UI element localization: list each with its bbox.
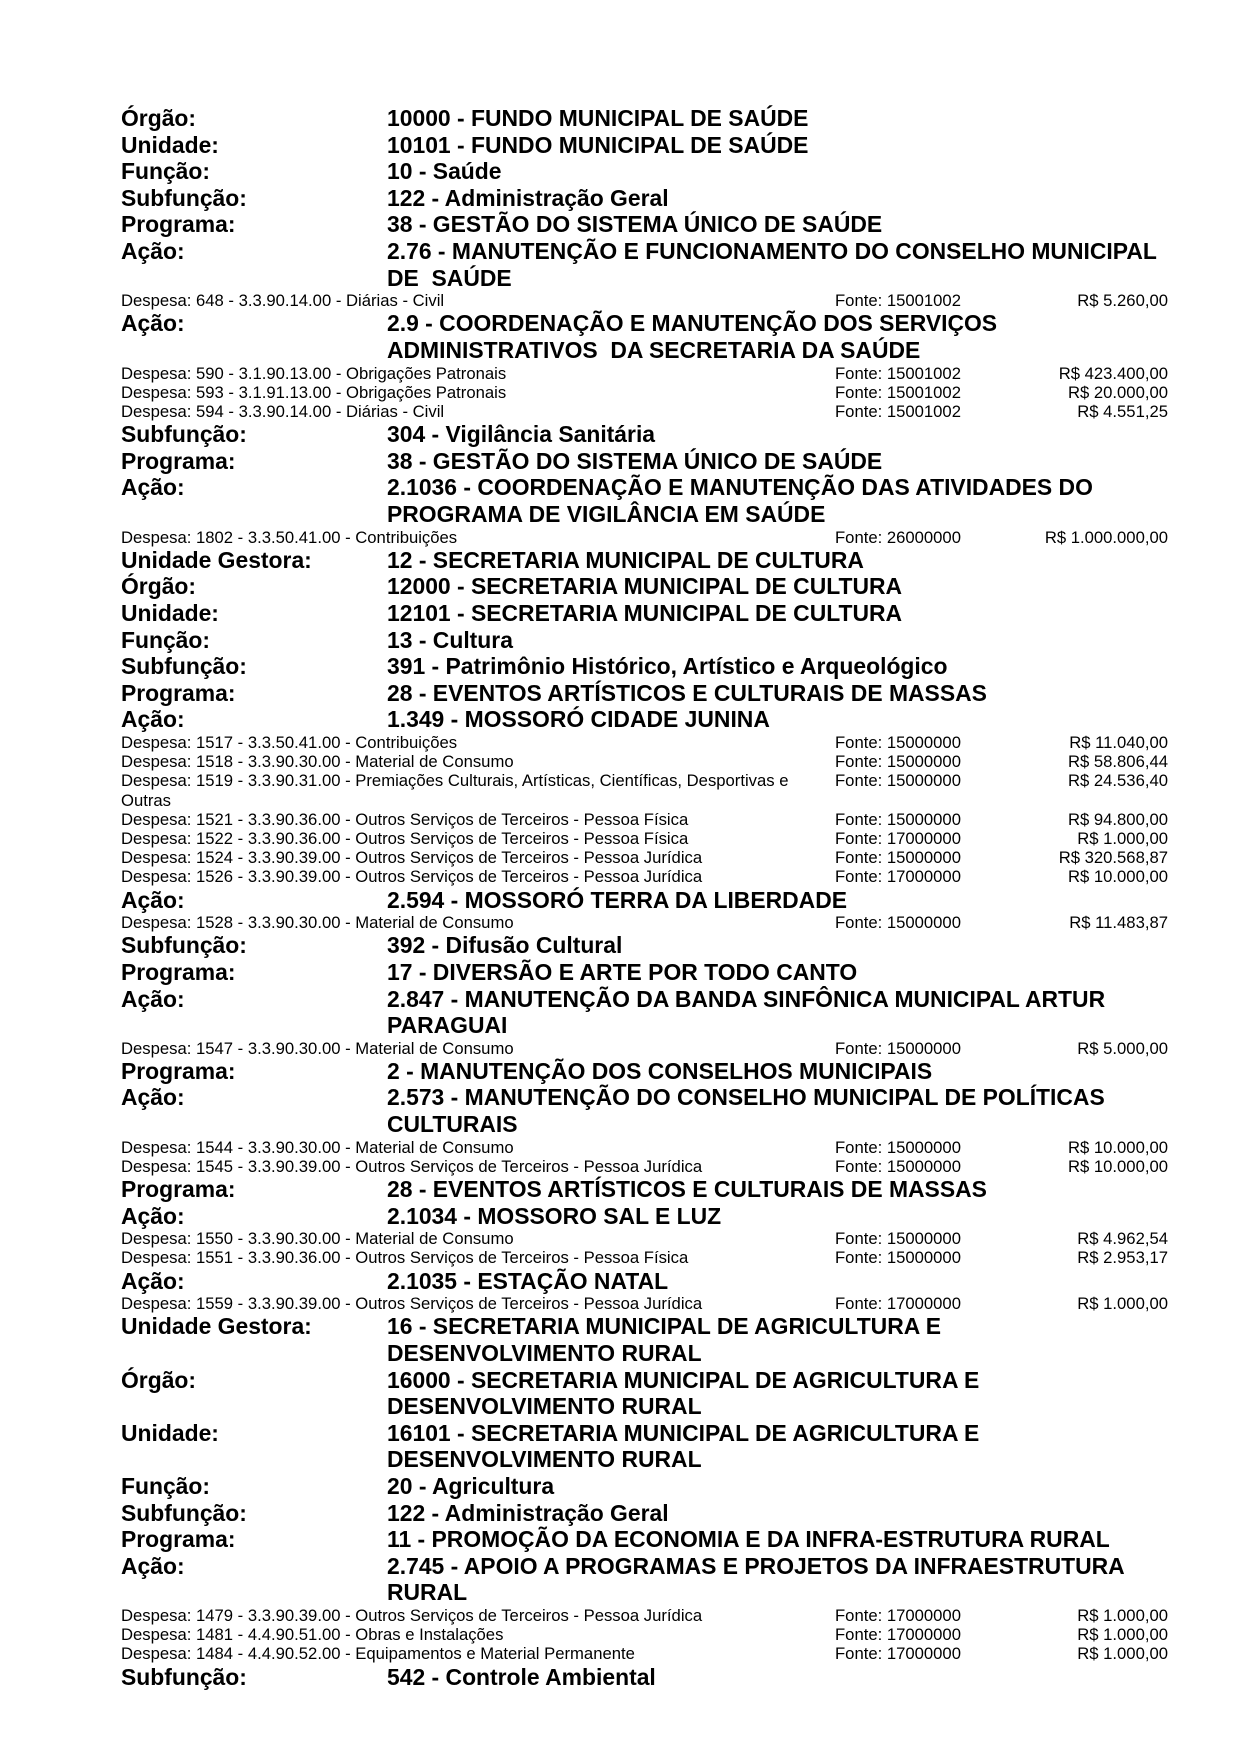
despesa-description: Despesa: 1484 - 4.4.90.52.00 - Equipamentos e Material Permanente <box>121 1644 635 1664</box>
despesa-fonte: Fonte: 17000000 <box>835 867 961 887</box>
despesa-description: Despesa: 1550 - 3.3.90.30.00 - Material de Consumo <box>121 1229 514 1249</box>
subfuncao-label: Subfunção: <box>121 1499 247 1526</box>
despesa-description: Despesa: 1522 - 3.3.90.36.00 - Outros Serviços de Terceiros - Pessoa Física <box>121 828 689 848</box>
unidade-gestora-row <box>121 1313 1175 1366</box>
acao-label: Ação: <box>121 1202 185 1229</box>
despesa-row <box>121 1157 1175 1176</box>
subfuncao-label: Subfunção: <box>121 1663 247 1690</box>
despesa-row <box>121 402 1175 421</box>
funcao-label: Função: <box>121 626 211 653</box>
despesa-fonte: Fonte: 15001002 <box>835 363 961 383</box>
despesa-amount: R$ 4.962,54 <box>1077 1229 1168 1249</box>
orgao-row <box>121 105 1175 132</box>
despesa-amount: R$ 1.000,00 <box>1077 1606 1168 1625</box>
programa-label: Programa: <box>121 211 236 238</box>
despesa-row <box>121 1229 1175 1248</box>
unidade-value: 10101 - FUNDO MUNICIPAL DE SAÚDE <box>387 131 809 158</box>
funcao-row <box>121 1473 1175 1500</box>
subfuncao-value: 392 - Difusão Cultural <box>387 932 623 959</box>
despesa-fonte: Fonte: 17000000 <box>835 1644 961 1664</box>
unidade-value: 12101 - SECRETARIA MUNICIPAL DE CULTURA <box>387 599 903 626</box>
despesa-amount: R$ 10.000,00 <box>1067 867 1168 887</box>
funcao-row <box>121 627 1175 654</box>
programa-row <box>121 211 1175 238</box>
funcao-row <box>121 158 1175 185</box>
subfuncao-row <box>121 421 1175 448</box>
despesa-description: Despesa: 1521 - 3.3.90.36.00 - Outros Serviços de Terceiros - Pessoa Física <box>121 809 689 829</box>
acao-row <box>121 887 1175 914</box>
despesa-description: Despesa: 1559 - 3.3.90.39.00 - Outros Serviços de Terceiros - Pessoa Jurídica <box>121 1294 703 1314</box>
despesa-amount: R$ 20.000,00 <box>1067 382 1168 402</box>
acao-value: 2.1034 - MOSSORO SAL E LUZ <box>387 1202 722 1229</box>
programa-value: 11 - PROMOÇÃO DA ECONOMIA E DA INFRA-ESTRUTURA RURAL <box>387 1526 1110 1553</box>
despesa-row <box>121 1644 1175 1663</box>
despesa-row <box>121 1625 1175 1644</box>
despesa-description: Despesa: 1551 - 3.3.90.36.00 - Outros Serviços de Terceiros - Pessoa Física <box>121 1248 689 1268</box>
programa-label: Programa: <box>121 1526 236 1553</box>
unidade-value: 16101 - SECRETARIA MUNICIPAL DE AGRICULTURA E DESENVOLVIMENTO RURAL <box>387 1419 986 1473</box>
programa-label: Programa: <box>121 958 236 985</box>
orgao-row <box>121 573 1175 600</box>
despesa-row <box>121 733 1175 752</box>
despesa-description: Despesa: 1517 - 3.3.50.41.00 - Contribuições <box>121 732 458 752</box>
unidade-label: Unidade: <box>121 131 219 158</box>
despesa-row <box>121 1248 1175 1267</box>
acao-label: Ação: <box>121 886 185 913</box>
orgao-label: Órgão: <box>121 1366 197 1393</box>
despesa-fonte: Fonte: 17000000 <box>835 1294 961 1314</box>
despesa-fonte: Fonte: 15000000 <box>835 732 961 752</box>
programa-row <box>121 448 1175 475</box>
funcao-label: Função: <box>121 158 211 185</box>
unidade-gestora-value: 12 - SECRETARIA MUNICIPAL DE CULTURA <box>387 546 864 573</box>
acao-value: 2.573 - MANUTENÇÃO DO CONSELHO MUNICIPAL DE POLÍTICAS CULTURAIS <box>387 1084 1112 1138</box>
despesa-fonte: Fonte: 26000000 <box>835 527 961 547</box>
despesa-row <box>121 829 1175 848</box>
despesa-amount: R$ 1.000,00 <box>1077 828 1168 848</box>
despesa-amount: R$ 1.000,00 <box>1077 1625 1168 1645</box>
orgao-value: 10000 - FUNDO MUNICIPAL DE SAÚDE <box>387 105 809 131</box>
unidade-row <box>121 600 1175 627</box>
despesa-row <box>121 364 1175 383</box>
subfuncao-label: Subfunção: <box>121 184 247 211</box>
despesa-fonte: Fonte: 15000000 <box>835 1229 961 1249</box>
programa-label: Programa: <box>121 679 236 706</box>
programa-label: Programa: <box>121 447 236 474</box>
despesa-amount: R$ 1.000.000,00 <box>1044 527 1168 547</box>
despesa-description: Despesa: 593 - 3.1.91.13.00 - Obrigações Patronais <box>121 382 507 402</box>
programa-row <box>121 1526 1175 1553</box>
unidade-row <box>121 1420 1175 1473</box>
despesa-amount: R$ 5.260,00 <box>1077 291 1168 311</box>
orgao-label: Órgão: <box>121 573 197 600</box>
despesa-amount: R$ 10.000,00 <box>1067 1156 1168 1176</box>
funcao-value: 13 - Cultura <box>387 626 513 653</box>
despesa-amount: R$ 320.568,87 <box>1058 848 1168 868</box>
despesa-amount: R$ 5.000,00 <box>1077 1038 1168 1058</box>
despesa-row <box>121 1606 1175 1625</box>
acao-label: Ação: <box>121 1267 185 1294</box>
acao-label: Ação: <box>121 310 185 337</box>
acao-value: 1.349 - MOSSORÓ CIDADE JUNINA <box>387 706 770 733</box>
despesa-amount: R$ 10.000,00 <box>1067 1137 1168 1157</box>
subfuncao-value: 391 - Patrimônio Histórico, Artístico e Arqueológico <box>387 653 948 680</box>
despesa-fonte: Fonte: 15000000 <box>835 809 961 829</box>
subfuncao-row <box>121 1500 1175 1527</box>
programa-row <box>121 959 1175 986</box>
despesa-fonte: Fonte: 15001002 <box>835 401 961 421</box>
despesa-description: Despesa: 1524 - 3.3.90.39.00 - Outros Serviços de Terceiros - Pessoa Jurídica <box>121 848 703 868</box>
acao-row <box>121 1203 1175 1230</box>
acao-value: 2.745 - APOIO A PROGRAMAS E PROJETOS DA INFRAESTRUTURA RURAL <box>387 1552 1131 1606</box>
despesa-row <box>121 771 1175 809</box>
despesa-description: Despesa: 1545 - 3.3.90.39.00 - Outros Serviços de Terceiros - Pessoa Jurídica <box>121 1156 703 1176</box>
despesa-fonte: Fonte: 17000000 <box>835 828 961 848</box>
despesa-description: Despesa: 1519 - 3.3.90.31.00 - Premiações Culturais, Artísticas, Científicas, Desportivas e Outras <box>121 771 789 810</box>
despesa-fonte: Fonte: 15001002 <box>835 382 961 402</box>
acao-label: Ação: <box>121 1552 185 1579</box>
despesa-amount: R$ 2.953,17 <box>1077 1248 1168 1268</box>
programa-value: 28 - EVENTOS ARTÍSTICOS E CULTURAIS DE MASSAS <box>387 1176 987 1203</box>
despesa-row <box>121 1138 1175 1157</box>
programa-row <box>121 680 1175 707</box>
despesa-fonte: Fonte: 15000000 <box>835 848 961 868</box>
acao-value: 2.594 - MOSSORÓ TERRA DA LIBERDADE <box>387 886 847 913</box>
programa-row <box>121 1176 1175 1203</box>
acao-value: 2.1035 - ESTAÇÃO NATAL <box>387 1267 669 1294</box>
orgao-value: 16000 - SECRETARIA MUNICIPAL DE AGRICULTURA E DESENVOLVIMENTO RURAL <box>387 1366 986 1420</box>
acao-row <box>121 706 1175 733</box>
despesa-fonte: Fonte: 17000000 <box>835 1606 961 1625</box>
orgao-row <box>121 1367 1175 1420</box>
despesa-amount: R$ 11.483,87 <box>1069 913 1168 933</box>
despesa-amount: R$ 94.800,00 <box>1067 809 1168 829</box>
programa-value: 38 - GESTÃO DO SISTEMA ÚNICO DE SAÚDE <box>387 447 883 474</box>
acao-row <box>121 474 1175 527</box>
despesa-row <box>121 848 1175 867</box>
despesa-row <box>121 752 1175 771</box>
acao-row <box>121 1268 1175 1295</box>
despesa-fonte: Fonte: 15001002 <box>835 291 961 311</box>
despesa-description: Despesa: 1526 - 3.3.90.39.00 - Outros Serviços de Terceiros - Pessoa Jurídica <box>121 867 703 887</box>
despesa-row <box>121 810 1175 829</box>
despesa-description: Despesa: 1544 - 3.3.90.30.00 - Material de Consumo <box>121 1137 514 1157</box>
budget-listing <box>121 105 1175 1690</box>
funcao-value: 10 - Saúde <box>387 158 502 185</box>
orgao-label: Órgão: <box>121 105 197 131</box>
acao-value: 2.9 - COORDENAÇÃO E MANUTENÇÃO DOS SERVIÇOS ADMINISTRATIVOS DA SECRETARIA DA SAÚDE <box>387 310 1003 363</box>
unidade-gestora-label: Unidade Gestora: <box>121 1313 312 1340</box>
unidade-gestora-label: Unidade Gestora: <box>121 546 312 573</box>
despesa-fonte: Fonte: 15000000 <box>835 1038 961 1058</box>
despesa-description: Despesa: 1547 - 3.3.90.30.00 - Material de Consumo <box>121 1038 514 1058</box>
acao-label: Ação: <box>121 237 185 264</box>
subfuncao-label: Subfunção: <box>121 421 247 448</box>
programa-value: 38 - GESTÃO DO SISTEMA ÚNICO DE SAÚDE <box>387 211 883 238</box>
despesa-fonte: Fonte: 15000000 <box>835 1156 961 1176</box>
acao-row <box>121 986 1175 1039</box>
despesa-description: Despesa: 1479 - 3.3.90.39.00 - Outros Serviços de Terceiros - Pessoa Jurídica <box>121 1606 703 1625</box>
despesa-description: Despesa: 1481 - 4.4.90.51.00 - Obras e Instalações <box>121 1625 504 1645</box>
unidade-label: Unidade: <box>121 599 219 626</box>
despesa-amount: R$ 1.000,00 <box>1077 1294 1168 1314</box>
despesa-row <box>121 528 1175 547</box>
unidade-row <box>121 132 1175 159</box>
acao-value: 2.847 - MANUTENÇÃO DA BANDA SINFÔNICA MUNICIPAL ARTUR PARAGUAI <box>387 985 1112 1039</box>
despesa-fonte: Fonte: 15000000 <box>835 771 961 791</box>
acao-row <box>121 1084 1175 1137</box>
acao-value: 2.76 - MANUTENÇÃO E FUNCIONAMENTO DO CONSELHO MUNICIPAL DE SAÚDE <box>387 237 1163 291</box>
despesa-amount: R$ 11.040,00 <box>1069 732 1168 752</box>
acao-row <box>121 238 1175 291</box>
despesa-fonte: Fonte: 15000000 <box>835 752 961 772</box>
despesa-amount: R$ 1.000,00 <box>1077 1644 1168 1664</box>
funcao-label: Função: <box>121 1473 211 1500</box>
programa-value: 17 - DIVERSÃO E ARTE POR TODO CANTO <box>387 958 858 985</box>
despesa-fonte: Fonte: 15000000 <box>835 1248 961 1268</box>
despesa-row <box>121 1039 1175 1058</box>
subfuncao-row <box>121 653 1175 680</box>
despesa-amount: R$ 24.536,40 <box>1067 771 1168 791</box>
orgao-value: 12000 - SECRETARIA MUNICIPAL DE CULTURA <box>387 573 903 600</box>
acao-row <box>121 1553 1175 1606</box>
programa-row <box>121 1058 1175 1085</box>
acao-label: Ação: <box>121 474 185 501</box>
programa-label: Programa: <box>121 1057 236 1084</box>
acao-value: 2.1036 - COORDENAÇÃO E MANUTENÇÃO DAS ATIVIDADES DO PROGRAMA DE VIGILÂNCIA EM SAÚDE <box>387 474 1100 527</box>
despesa-amount: R$ 58.806,44 <box>1067 752 1168 772</box>
despesa-amount: R$ 423.400,00 <box>1058 363 1168 383</box>
subfuncao-row <box>121 1664 1175 1691</box>
subfuncao-row <box>121 185 1175 212</box>
acao-label: Ação: <box>121 706 185 733</box>
despesa-description: Despesa: 648 - 3.3.90.14.00 - Diárias - Civil <box>121 291 445 311</box>
acao-label: Ação: <box>121 1084 185 1111</box>
despesa-description: Despesa: 590 - 3.1.90.13.00 - Obrigações Patronais <box>121 363 507 383</box>
unidade-gestora-value: 16 - SECRETARIA MUNICIPAL DE AGRICULTURA E DESENVOLVIMENTO RURAL <box>387 1313 948 1367</box>
subfuncao-row <box>121 932 1175 959</box>
programa-value: 2 - MANUTENÇÃO DOS CONSELHOS MUNICIPAIS <box>387 1057 933 1084</box>
despesa-description: Despesa: 594 - 3.3.90.14.00 - Diárias - Civil <box>121 401 445 421</box>
subfuncao-label: Subfunção: <box>121 653 247 680</box>
despesa-amount: R$ 4.551,25 <box>1077 401 1168 421</box>
subfuncao-value: 542 - Controle Ambiental <box>387 1663 656 1690</box>
subfuncao-value: 304 - Vigilância Sanitária <box>387 421 656 448</box>
subfuncao-label: Subfunção: <box>121 932 247 959</box>
subfuncao-value: 122 - Administração Geral <box>387 184 669 211</box>
despesa-description: Despesa: 1528 - 3.3.90.30.00 - Material de Consumo <box>121 913 514 933</box>
programa-value: 28 - EVENTOS ARTÍSTICOS E CULTURAIS DE MASSAS <box>387 679 987 706</box>
despesa-description: Despesa: 1518 - 3.3.90.30.00 - Material de Consumo <box>121 752 514 772</box>
subfuncao-value: 122 - Administração Geral <box>387 1499 669 1526</box>
despesa-row <box>121 867 1175 886</box>
despesa-fonte: Fonte: 15000000 <box>835 913 961 933</box>
despesa-fonte: Fonte: 17000000 <box>835 1625 961 1645</box>
despesa-row <box>121 913 1175 932</box>
despesa-row <box>121 291 1175 310</box>
acao-row <box>121 310 1175 363</box>
despesa-fonte: Fonte: 15000000 <box>835 1137 961 1157</box>
acao-label: Ação: <box>121 985 185 1012</box>
despesa-description: Despesa: 1802 - 3.3.50.41.00 - Contribuições <box>121 527 458 547</box>
despesa-row <box>121 383 1175 402</box>
programa-label: Programa: <box>121 1176 236 1203</box>
despesa-row <box>121 1294 1175 1313</box>
unidade-label: Unidade: <box>121 1419 219 1446</box>
funcao-value: 20 - Agricultura <box>387 1473 555 1500</box>
unidade-gestora-row <box>121 547 1175 574</box>
